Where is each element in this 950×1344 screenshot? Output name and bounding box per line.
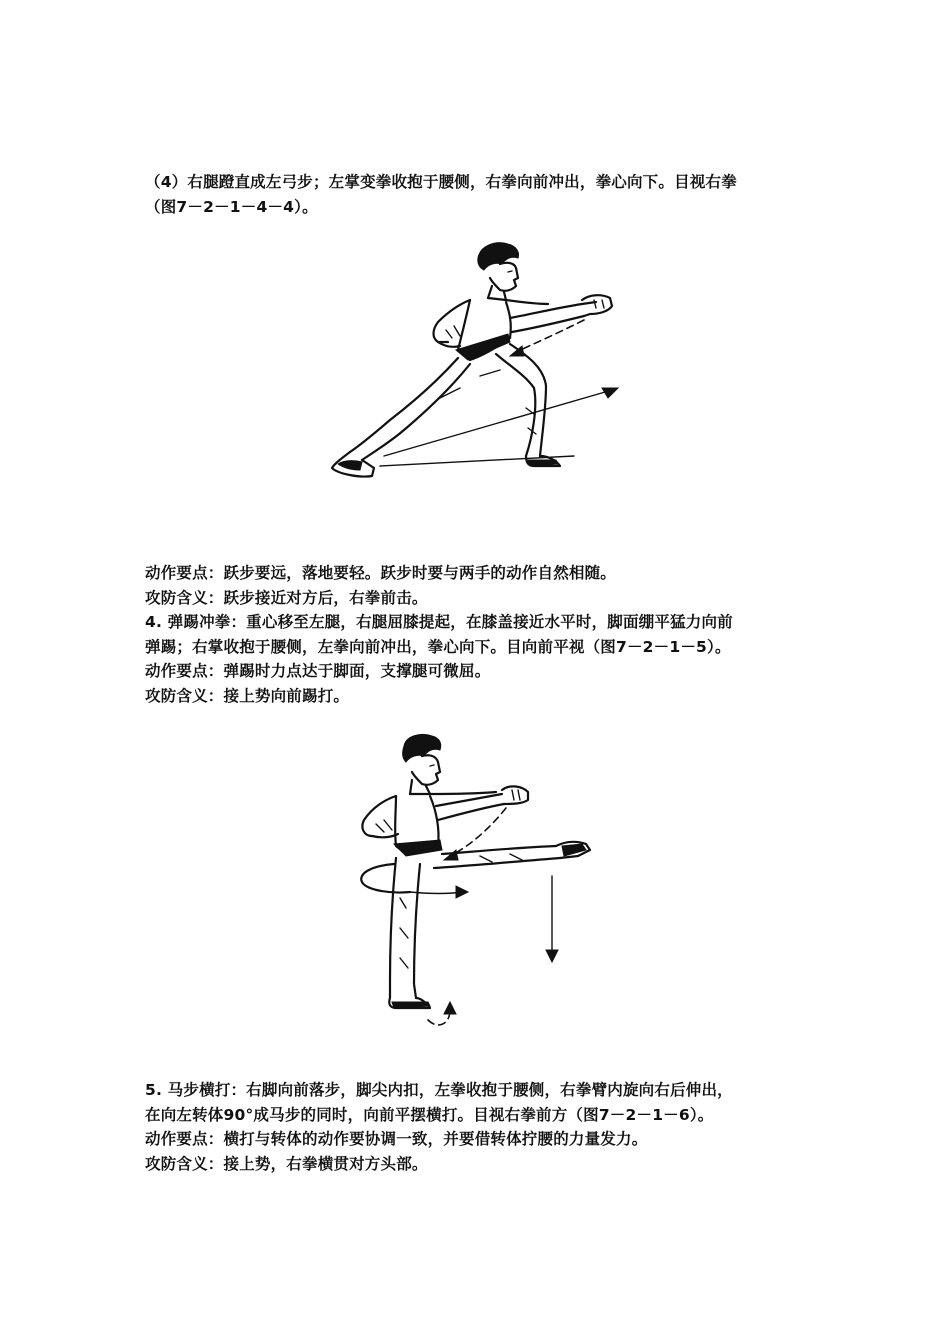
text-line: 攻防含义：接上势，右拳横贯对方头部。 — [145, 1154, 428, 1173]
text-line: 在向左转体90°成马步的同时，向前平摆横打。目视右拳前方（图7－2－1－6）。 — [145, 1105, 714, 1124]
text-line: 4. 弹踢冲拳：重心移至左腿，右腿屈膝提起，在膝盖接近水平时，脚面绷平猛力向前 — [145, 613, 733, 631]
step-description-group — [145, 561, 825, 708]
step-4-description — [145, 170, 825, 219]
text-line: （图7－2－1－4－4）。 — [145, 197, 318, 216]
text-line: 攻防含义：跃步接近对方后，右拳前击。 — [145, 588, 428, 607]
text-line: 攻防含义：接上势向前踢打。 — [145, 686, 350, 705]
text-line: 动作要点：跃步要远，落地要轻。跃步时要与两手的动作自然相随。 — [145, 564, 617, 582]
front-kick-punch-illustration — [350, 728, 610, 1038]
bow-stance-punch-illustration — [320, 238, 630, 493]
text-line: （4）右腿蹬直成左弓步；左掌变拳收抱于腰侧，右拳向前冲出，拳心向下。目视右拳 — [145, 173, 737, 191]
text-line: 5. 马步横打：右脚向前落步，脚尖内扣，左拳收抱于腰侧，右拳臂内旋向右后伸出， — [145, 1081, 733, 1099]
front-kick-punch-figure — [350, 728, 610, 1038]
text-line: 弹踢；右掌收抱于腰侧，左拳向前冲出，拳心向下。目向前平视（图7－2－1－5）。 — [145, 637, 731, 656]
text-line: 动作要点：弹踢时力点达于脚面，支撑腿可微屈。 — [145, 662, 491, 680]
step-5-description — [145, 1078, 825, 1176]
bow-stance-punch-figure — [320, 238, 630, 493]
text-line: 动作要点：横打与转体的动作要协调一致，并要借转体拧腰的力量发力。 — [145, 1130, 648, 1148]
